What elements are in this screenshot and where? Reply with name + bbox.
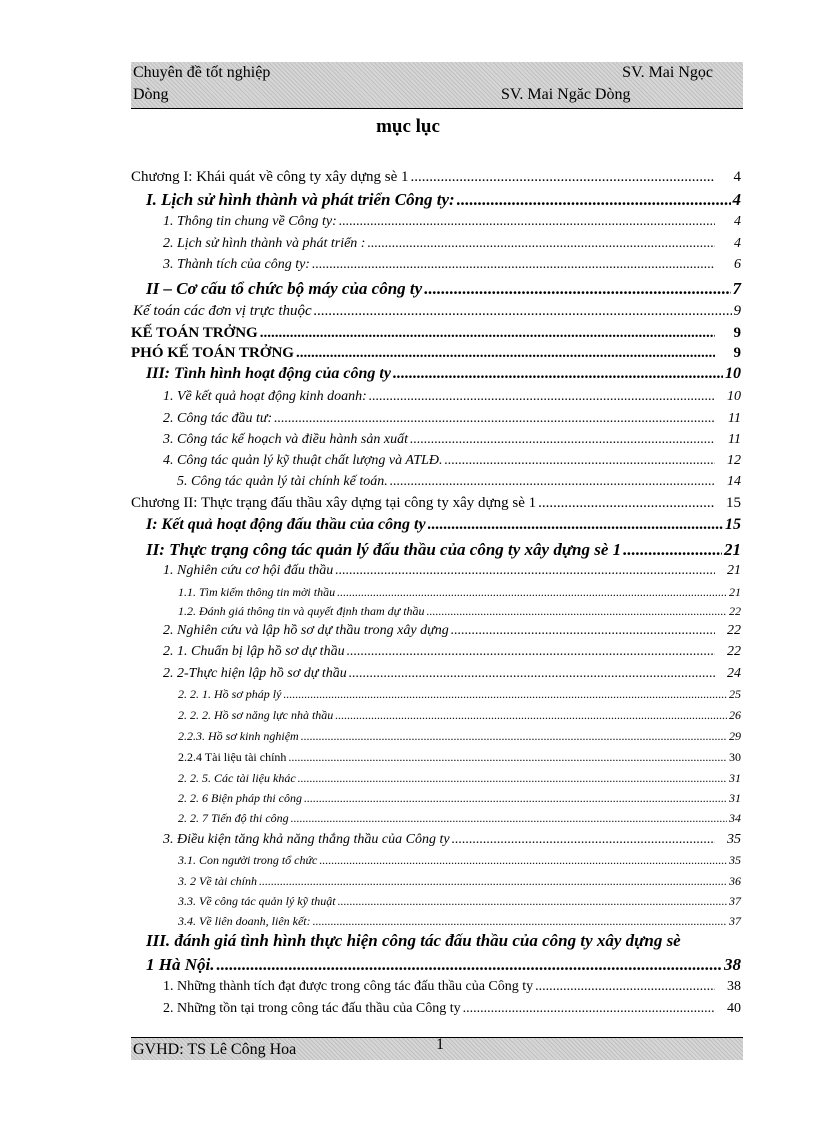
toc-entry[interactable]	[146, 955, 741, 975]
footer-supervisor: GVHD: TS Lê Công Hoa	[133, 1041, 297, 1058]
toc-entry[interactable]	[178, 771, 741, 786]
toc-entry[interactable]	[146, 279, 741, 299]
toc-entry[interactable]	[163, 432, 741, 448]
toc-entry-label: 3.1. Con người trong tổ chức	[178, 853, 318, 867]
toc-entry-page: 15	[725, 516, 741, 533]
toc-entry-label: II – Cơ cấu tổ chức bộ máy của công ty	[146, 279, 423, 298]
toc-entry[interactable]	[178, 604, 741, 619]
toc-entry-label: 3.4. Về liên doanh, liên kết:	[178, 914, 311, 928]
header-document-type-cont: Dòng	[133, 86, 169, 103]
toc-entry-label: 3. Thành tích của công ty:	[163, 257, 310, 272]
toc-entry[interactable]	[163, 389, 741, 405]
toc-entry[interactable]	[178, 585, 741, 600]
header-student-name-1: SV. Mai Ngọc	[622, 64, 713, 81]
toc-entry-page: 36	[729, 874, 741, 888]
toc-entry-page: 35	[729, 853, 741, 867]
toc-entry-page: 4	[732, 190, 741, 209]
toc-entry-label: III: Tình hình hoạt động của công ty	[146, 365, 391, 382]
toc-entry[interactable]	[163, 666, 741, 682]
toc-entry-label: 2. Nghiên cứu và lập hồ sơ dự thầu trong xây dựng	[163, 623, 449, 638]
toc-entry-label: KẾ TOÁN TRỞNG	[131, 325, 258, 341]
toc-entry[interactable]	[163, 623, 741, 639]
toc-entry[interactable]	[178, 687, 741, 702]
toc-entry-page: 22	[727, 644, 741, 659]
toc-entry-page: 34	[729, 811, 741, 825]
page-title: mục lục	[376, 116, 440, 137]
toc-entry-page: 29	[729, 729, 741, 743]
toc-entry-page: 24	[727, 666, 741, 681]
toc-entry-label: Kế toán các đơn vị trực thuộc	[133, 303, 312, 319]
toc-entry-label: III. đánh giá tình hình thực hiện công tác đấu thầu của công ty xây dựng sè	[146, 931, 681, 950]
toc-entry-page: 9	[733, 345, 741, 361]
toc-entry-page: 26	[729, 708, 741, 722]
toc-entry[interactable]	[146, 365, 741, 383]
toc-entry[interactable]	[163, 214, 741, 230]
toc-entry[interactable]	[178, 894, 741, 909]
header-student-name-2: SV. Mai Ngăc Dòng	[501, 86, 631, 103]
toc-entry-label: 2. 2. 7 Tiến độ thi công	[178, 811, 289, 825]
toc-entry[interactable]	[163, 1001, 741, 1017]
toc-entry-page: 30	[729, 750, 741, 764]
toc-entry[interactable]	[146, 540, 741, 560]
toc-entry[interactable]	[133, 303, 741, 320]
toc-entry-page: 21	[729, 585, 741, 599]
toc-entry[interactable]	[178, 729, 741, 744]
toc-entry-page: 9	[733, 303, 741, 319]
toc-entry[interactable]	[178, 914, 741, 929]
toc-entry-label: 2. 2. 5. Các tài liệu khác	[178, 771, 296, 785]
toc-entry-label: II: Thực trạng công tác quản lý đấu thầu của công ty xây dựng sè 1	[146, 540, 622, 559]
toc-entry-label: 2. Lịch sử hình thành và phát triển :	[163, 236, 366, 251]
toc-entry-label: 3.3. Về công tác quản lý kỹ thuật	[178, 894, 336, 908]
toc-entry-page: 22	[729, 604, 741, 618]
toc-entry-page: 31	[729, 771, 741, 785]
toc-entry[interactable]	[163, 979, 741, 995]
toc-entry-label: 1. Thông tin chung về Công ty:	[163, 214, 337, 229]
toc-entry-label: 2.2.3. Hồ sơ kinh nghiệm	[178, 729, 299, 743]
toc-entry[interactable]	[178, 874, 741, 889]
toc-entry[interactable]	[163, 644, 741, 660]
toc-entry-label: 5. Công tác quản lý tài chính kế toán.	[177, 474, 388, 489]
toc-entry-page: 38	[727, 979, 741, 994]
toc-entry[interactable]	[177, 474, 741, 490]
toc-entry-page: 7	[732, 279, 741, 298]
toc-entry-page: 10	[727, 389, 741, 404]
toc-entry-label: 1 Hà Nội.	[146, 955, 215, 974]
toc-entry[interactable]	[146, 190, 741, 210]
toc-entry[interactable]	[131, 495, 741, 512]
toc-entry[interactable]	[163, 453, 741, 469]
toc-entry-label: 1. Nghiên cứu cơ hội đấu thầu	[163, 563, 334, 578]
toc-entry-page: 38	[724, 955, 741, 974]
toc-entry-page: 4	[734, 214, 741, 229]
toc-entry-label: 1.2. Đánh giá thông tin và quyết định tham dự thầu	[178, 604, 425, 618]
toc-entry-page: 12	[727, 453, 741, 468]
toc-entry-page: 11	[728, 411, 741, 426]
page-header	[131, 62, 743, 108]
toc-entry-page: 37	[729, 894, 741, 908]
toc-entry[interactable]	[178, 811, 741, 826]
toc-entry[interactable]	[178, 708, 741, 723]
toc-entry-page: 4	[734, 236, 741, 251]
toc-entry-label: I. Lịch sử hình thành và phát triển Công ty:	[146, 190, 455, 209]
toc-entry-page: 14	[727, 474, 741, 489]
toc-entry-label: 2. 2. 6 Biện pháp thi công	[178, 791, 302, 805]
toc-entry[interactable]	[131, 325, 741, 342]
toc-entry-page: 25	[729, 687, 741, 701]
toc-entry-page: 35	[727, 832, 741, 847]
toc-entry-page: 21	[727, 563, 741, 578]
header-rule	[131, 108, 743, 109]
toc-entry-page: 6	[734, 257, 741, 272]
toc-entry-label: 2. 2. 1. Hồ sơ pháp lý	[178, 687, 282, 701]
toc-entry[interactable]	[131, 169, 741, 186]
toc-entry-label: 3. 2 Về tài chính	[178, 874, 257, 888]
toc-entry[interactable]	[163, 563, 741, 579]
toc-entry-label: 2. Công tác đầu tư:	[163, 411, 273, 426]
toc-entry[interactable]	[178, 750, 741, 765]
toc-entry[interactable]	[163, 832, 741, 848]
toc-entry-page: 10	[725, 365, 741, 382]
page-number: 1	[436, 1036, 444, 1053]
toc-entry[interactable]	[163, 411, 741, 427]
toc-entry[interactable]	[178, 853, 741, 868]
toc-entry-page: 21	[724, 540, 741, 559]
toc-entry[interactable]	[131, 345, 741, 362]
toc-entry-page: 37	[729, 914, 741, 928]
toc-entry-label: 2.2.4 Tài liệu tài chính	[178, 750, 287, 764]
toc-entry[interactable]	[178, 791, 741, 806]
toc-entry-page: 11	[728, 432, 741, 447]
toc-entry-label: 3. Công tác kế hoạch và điều hành sản xuất	[163, 432, 408, 447]
toc-entry-page: 22	[727, 623, 741, 638]
toc-entry-label: 1. Những thành tích đạt được trong công tác đấu thầu của Công ty	[163, 979, 534, 994]
toc-entry-label: Chương I: Khái quát về công ty xây dựng sè 1	[131, 169, 409, 185]
toc-entry-label: 4. Công tác quản lý kỹ thuật chất lượng và ATLĐ.	[163, 453, 443, 468]
page-footer	[131, 1038, 743, 1060]
toc-entry-label: 1. Về kết quả hoạt động kinh doanh:	[163, 389, 367, 404]
toc-entry-label: 2. 2. 2. Hồ sơ năng lực nhà thầu	[178, 708, 334, 722]
toc-entry-page: 31	[729, 791, 741, 805]
toc-entry-label: PHÓ KẾ TOÁN TRỞNG	[131, 345, 294, 361]
toc-entry-page: 9	[733, 325, 741, 341]
toc-entry[interactable]	[146, 516, 741, 534]
toc-entry-label: 2. 2-Thực hiện lập hồ sơ dự thầu	[163, 666, 347, 681]
toc-entry-label: I: Kết quả hoạt động đấu thầu của công ty	[146, 516, 426, 533]
toc-entry-label: 1.1. Tìm kiếm thông tin mời thầu	[178, 585, 336, 599]
toc-entry[interactable]	[163, 257, 741, 273]
toc-entry-page: 4	[733, 169, 741, 185]
toc-entry-label: 2. Những tồn tại trong công tác đấu thầu của Công ty	[163, 1001, 461, 1016]
toc-entry[interactable]	[163, 236, 741, 252]
toc-entry[interactable]	[146, 931, 741, 951]
toc-entry-label: 3. Điều kiện tăng khả năng thắng thầu của Công ty	[163, 832, 450, 847]
toc-entry-label: Chương II: Thực trạng đấu thầu xây dựng tại công ty xây dựng sè 1	[131, 495, 537, 511]
toc-entry-page: 15	[726, 495, 741, 511]
toc-entry-page: 40	[727, 1001, 741, 1016]
toc-entry-label: 2. 1. Chuẩn bị lập hồ sơ dự thầu	[163, 644, 345, 659]
header-document-type: Chuyên đề tốt nghiệp	[133, 64, 271, 81]
